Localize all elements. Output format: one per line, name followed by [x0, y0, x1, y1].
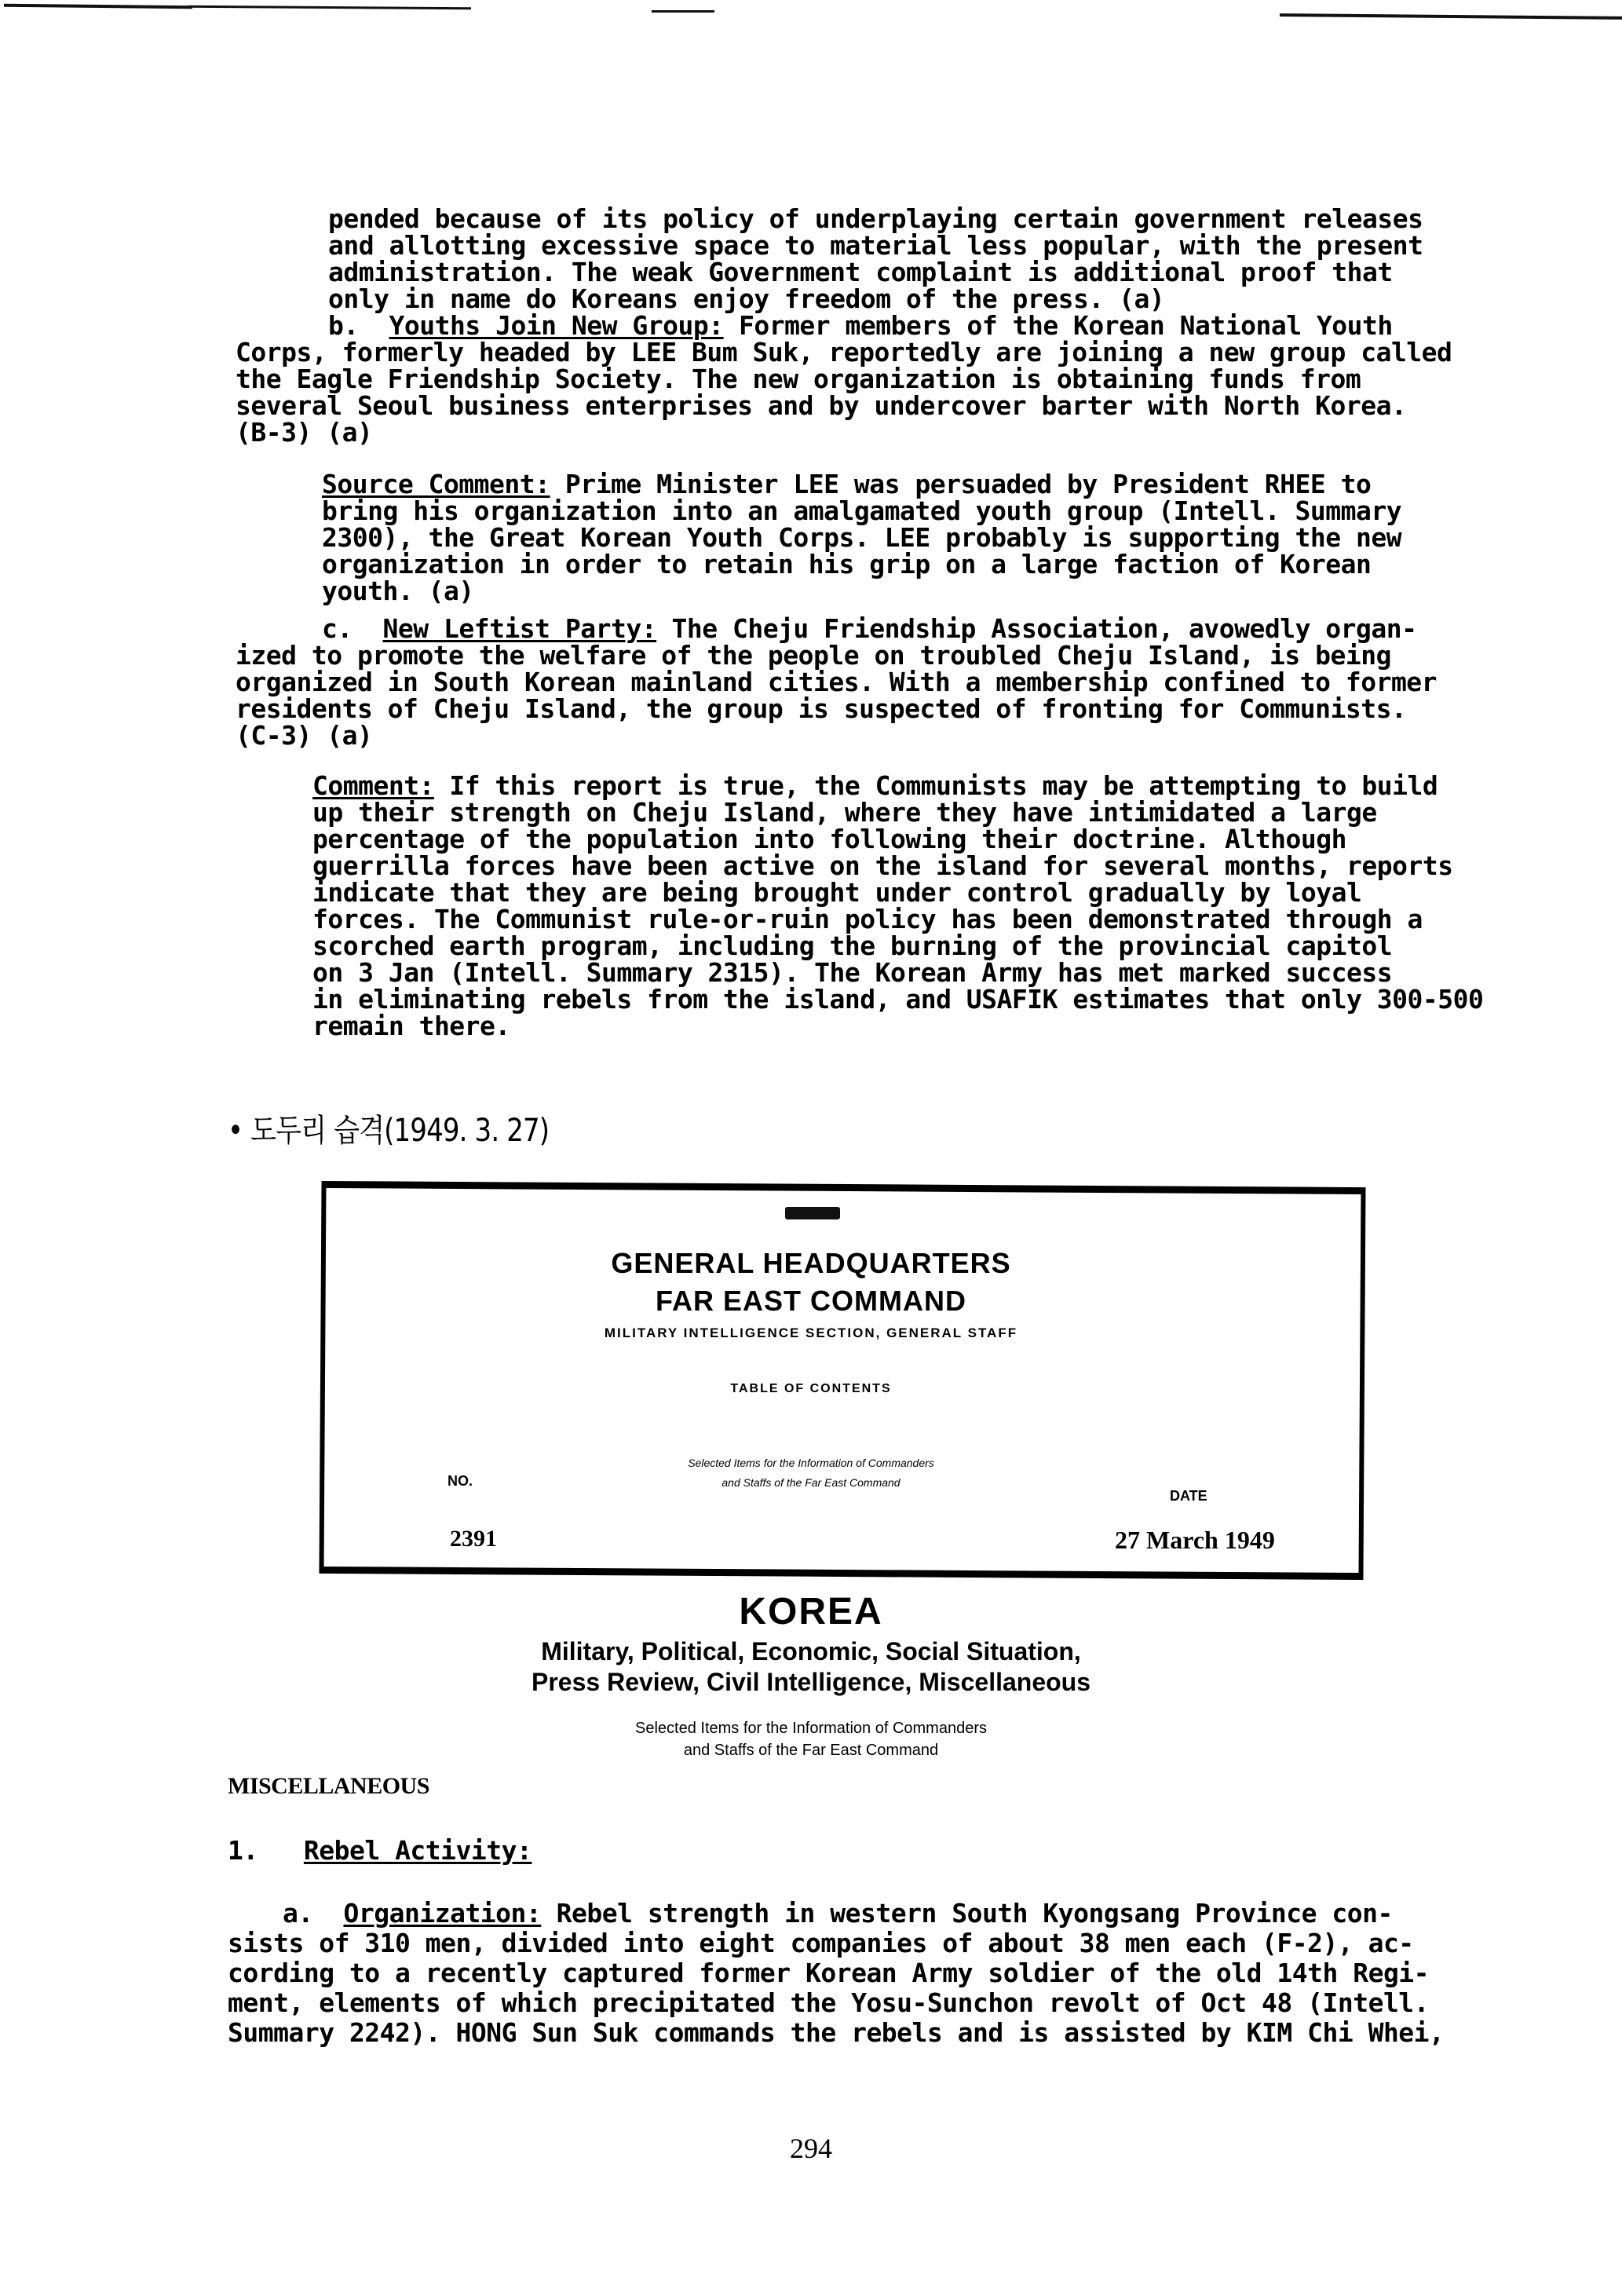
text-line: guerrilla forces have been active on the island for several months, reports: [312, 850, 1453, 881]
number-label: NO.: [448, 1473, 473, 1489]
number-value: 2391: [450, 1526, 497, 1552]
text-line: forces. The Communist rule-or-ruin policy has been demonstrated through a: [312, 904, 1423, 934]
text-line: ized to promote the welfare of the people on troubled Cheju Island, is being: [236, 640, 1391, 671]
selected-items-line-2: and Staffs of the Far East Command: [683, 1742, 939, 1759]
section-heading-miscellaneous: MISCELLANEOUS: [228, 1773, 429, 1799]
text-fragment: Former members of the Korean National Youth: [723, 310, 1393, 341]
scan-artifact-line: [4, 4, 192, 9]
text-line: pended because of its policy of underplaying certain government releases: [328, 203, 1423, 234]
text-line: cording to a recently captured former Korean Army soldier of the old 14th Regi-: [228, 1958, 1430, 1988]
comment-first-line: [312, 770, 1438, 801]
item-label: a.: [283, 1898, 313, 1929]
text-line: sists of 310 men, divided into eight companies of about 38 men each (F-2), ac-: [228, 1928, 1414, 1958]
item-heading: Youths Join New Group:: [389, 310, 724, 341]
item-label: b.: [328, 310, 359, 341]
text-line: (B-3) (a): [236, 417, 373, 448]
source-comment-heading: Source Comment:: [322, 469, 550, 499]
text-line: ment, elements of which precipitated the Yosu-Sunchon revolt of Oct 48 (Intell.: [228, 1987, 1430, 2018]
text-line: bring his organization into an amalgamated youth group (Intell. Summary: [322, 495, 1402, 526]
header-note-line-1: Selected Items for the Information of Commanders: [688, 1457, 934, 1469]
korea-title: KOREA: [739, 1591, 883, 1632]
text-line: Corps, formerly headed by LEE Bum Suk, reportedly are joining a new group called: [236, 337, 1452, 367]
item-1a-first-line: [283, 1900, 1393, 1927]
header-note-line-2: and Staffs of the Far East Command: [721, 1476, 901, 1489]
text-line: only in name do Koreans enjoy freedom of the press. (a): [328, 283, 1165, 314]
text-line: percentage of the population into following their doctrine. Although: [312, 824, 1347, 854]
text-line: (C-3) (a): [236, 720, 373, 751]
source-comment-first-line: [322, 471, 1371, 498]
date-label: DATE: [1170, 1488, 1207, 1504]
date-value: 27 March 1949: [1115, 1526, 1275, 1554]
comment-heading: Comment:: [312, 770, 434, 801]
header-line-far-east-command: FAR EAST COMMAND: [656, 1285, 966, 1317]
text-fragment: Prime Minister LEE was persuaded by President RHEE to: [550, 469, 1372, 499]
text-line: remain there.: [312, 1011, 510, 1041]
scan-artifact-line: [1280, 13, 1622, 20]
korea-subtitle-line-1: Military, Political, Economic, Social Situation,: [541, 1637, 1081, 1665]
text-fragment: If this report is true, the Communists may be attempting to build: [433, 770, 1438, 801]
text-line: the Eagle Friendship Society. The new organization is obtaining funds from: [236, 364, 1361, 394]
item-c-first-line: [322, 613, 1417, 644]
item-heading: New Leftist Party:: [382, 613, 657, 644]
text-line: in eliminating rebels from the island, and USAFIK estimates that only 300-500: [312, 984, 1484, 1015]
scan-artifact-line: [652, 10, 714, 13]
selected-items-line-1: Selected Items for the Information of Commanders: [635, 1720, 987, 1737]
header-line-table-of-contents: TABLE OF CONTENTS: [730, 1382, 892, 1395]
item-b-first-line: [328, 310, 1393, 341]
header-line-military-intelligence: MILITARY INTELLIGENCE SECTION, GENERAL STAFF: [604, 1325, 1018, 1340]
text-line: and allotting excessive space to material less popular, with the present: [328, 230, 1423, 261]
text-fragment: Rebel strength in western South Kyongsang Province con-: [541, 1898, 1393, 1929]
figure-caption: • 도두리 습격(1949. 3. 27): [228, 1113, 550, 1149]
item-label: c.: [322, 613, 353, 644]
text-line: on 3 Jan (Intell. Summary 2315). The Korean Army has met marked success: [312, 957, 1393, 988]
header-box-border: [319, 1181, 1365, 1580]
text-line: scorched earth program, including the burning of the provincial capitol: [312, 930, 1393, 961]
text-line: several Seoul business enterprises and by undercover barter with North Korea.: [236, 390, 1407, 421]
text-line: 2300), the Great Korean Youth Corps. LEE probably is supporting the new: [322, 522, 1402, 553]
korea-subtitle-line-2: Press Review, Civil Intelligence, Miscellaneous: [532, 1668, 1090, 1696]
text-line: up their strength on Cheju Island, where they have intimidated a large: [312, 797, 1377, 828]
text-line: organized in South Korean mainland cities. With a membership confined to former: [236, 667, 1438, 697]
text-line: Summary 2242). HONG Sun Suk commands the rebels and is assisted by KIM Chi Whei,: [228, 2017, 1445, 2048]
text-line: youth. (a): [322, 576, 474, 606]
text-fragment: The Cheju Friendship Association, avowedly organ-: [656, 613, 1417, 644]
item-heading: Rebel Activity:: [303, 1835, 532, 1866]
item-number: 1.: [228, 1835, 258, 1866]
header-line-general-headquarters: GENERAL HEADQUARTERS: [611, 1247, 1011, 1279]
text-line: organization in order to retain his grip on a large faction of Korean: [322, 549, 1372, 579]
item-1-heading-line: [228, 1837, 532, 1864]
classification-stamp: [785, 1207, 840, 1219]
item-heading: Organization:: [343, 1898, 542, 1929]
text-line: residents of Cheju Island, the group is suspected of fronting for Communists.: [236, 693, 1407, 724]
page-number: 294: [790, 2133, 832, 2164]
text-line: indicate that they are being brought under control gradually by loyal: [312, 877, 1362, 908]
scan-artifact-line: [188, 5, 471, 10]
text-line: administration. The weak Government complaint is additional proof that: [328, 257, 1393, 287]
